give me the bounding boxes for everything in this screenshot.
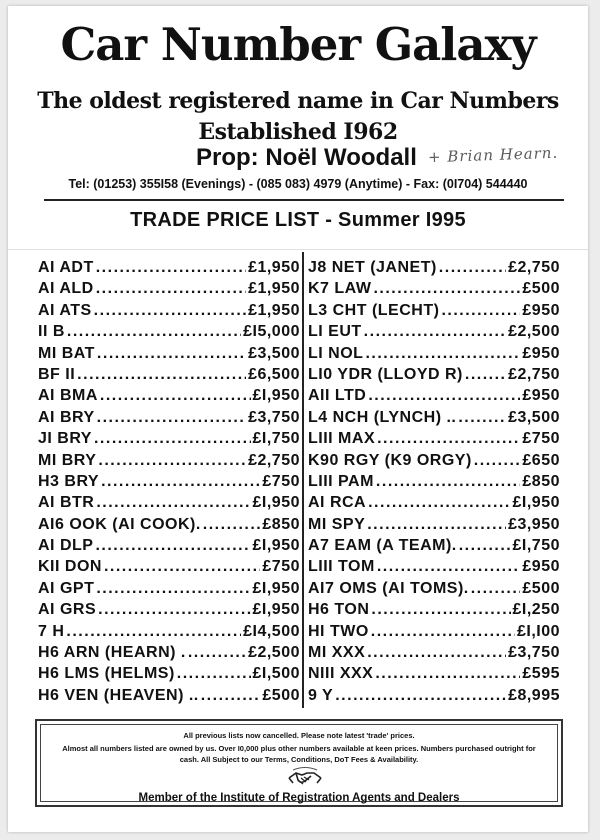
price: £I,500 — [252, 665, 300, 683]
registration-number: LI NOL — [308, 344, 364, 362]
price-row — [38, 365, 300, 385]
price: £500 — [522, 280, 560, 298]
price: £6,500 — [248, 365, 300, 383]
price-row — [308, 493, 560, 513]
registration-number: KII DON — [38, 558, 102, 576]
dot-leader — [375, 664, 520, 684]
price-row — [308, 622, 560, 642]
price: £595 — [522, 665, 560, 683]
dot-leader — [77, 365, 246, 385]
registration-number: AI GPT — [38, 579, 95, 597]
registration-number: LIII PAM — [308, 472, 374, 490]
dot-leader — [98, 600, 250, 620]
price-row — [38, 515, 300, 535]
handwritten-note: + Brian Hearn. — [427, 143, 559, 167]
price-row — [308, 472, 560, 492]
dot-leader — [98, 451, 246, 471]
price-row — [38, 686, 300, 706]
price: £750 — [262, 558, 300, 576]
price: £2,500 — [248, 644, 300, 662]
price-row — [308, 579, 560, 599]
registration-number: L3 CHT (LECHT) — [308, 301, 440, 319]
price: £750 — [522, 430, 560, 448]
registration-number: H6 TON — [308, 601, 370, 619]
registration-number: LI EUT — [308, 323, 362, 341]
price-row — [38, 536, 300, 556]
registration-number: AI BTR — [38, 494, 95, 512]
dot-leader — [96, 258, 246, 278]
price-row — [38, 493, 300, 513]
price-row — [38, 643, 300, 663]
price-row — [308, 686, 560, 706]
price: £1,950 — [248, 301, 300, 319]
dot-leader — [96, 279, 246, 299]
header-divider — [44, 199, 564, 201]
footer-terms: cash. All Subject to our Terms, Conditions, DoT Fees & Availability. — [179, 755, 419, 764]
price-row — [308, 429, 560, 449]
price: £I5,000 — [243, 323, 300, 341]
price: £2,500 — [508, 323, 560, 341]
tagline: The oldest registered name in Car Numbers — [37, 88, 559, 114]
footer-notice: All previous lists now cancelled. Please note latest 'trade' prices. — [183, 731, 415, 740]
registration-number: AI7 OMS (AI TOMS). — [308, 579, 469, 597]
registration-number: LIII MAX — [308, 430, 376, 448]
registration-number: A7 EAM (A TEAM). — [308, 537, 457, 555]
price-row — [38, 301, 300, 321]
price: £500 — [522, 579, 560, 597]
price: £950 — [522, 344, 560, 362]
dot-leader — [95, 536, 250, 556]
price-row — [38, 408, 300, 428]
registration-number: AI DLP — [38, 537, 94, 555]
price: £3,750 — [248, 408, 300, 426]
price-row — [308, 408, 560, 428]
price-row — [308, 557, 560, 577]
price: £I,950 — [252, 494, 300, 512]
dot-leader — [371, 600, 510, 620]
price: £2,750 — [248, 451, 300, 469]
dot-leader — [459, 536, 511, 556]
dot-leader — [104, 557, 260, 577]
price: £I,750 — [512, 537, 560, 555]
dot-leader — [368, 386, 520, 406]
price-row — [38, 344, 300, 364]
dot-leader — [367, 515, 506, 535]
price-row — [308, 258, 560, 278]
price-row — [308, 344, 560, 364]
paper-fold-line — [8, 249, 588, 250]
registration-number: H6 ARN (HEARN) . — [38, 644, 186, 662]
dot-leader — [364, 322, 506, 342]
price: £I,950 — [252, 579, 300, 597]
right-price-column — [308, 258, 560, 706]
footer-ownership-note: Almost all numbers listed are owned by us. Over I0,000 plus other numbers available at keen prices. Numbers purchased outright for — [62, 744, 536, 753]
price-row — [308, 322, 560, 342]
dot-leader — [201, 686, 261, 706]
dot-leader — [471, 579, 521, 599]
dot-leader — [373, 279, 520, 299]
registration-number: K7 LAW — [308, 280, 372, 298]
price: £I,950 — [512, 494, 560, 512]
registration-number: LI0 YDR (LLOYD R) — [308, 365, 463, 383]
price-row — [38, 600, 300, 620]
registration-number: JI BRY — [38, 430, 92, 448]
handshake-icon — [287, 766, 323, 788]
price-row — [308, 386, 560, 406]
price: £I,250 — [512, 601, 560, 619]
registration-number: MI XXX — [308, 644, 366, 662]
registration-number: 9 Y — [308, 686, 334, 704]
price-row — [38, 664, 300, 684]
dot-leader — [97, 408, 246, 428]
registration-number: AI BMA — [38, 387, 98, 405]
footer-inner-border — [40, 724, 558, 802]
registration-number: II B — [38, 323, 65, 341]
price-row — [38, 258, 300, 278]
price-row — [38, 579, 300, 599]
established-year: Established I962 — [198, 119, 398, 145]
price-row — [38, 557, 300, 577]
dot-leader — [465, 365, 506, 385]
price: £I,I00 — [516, 622, 560, 640]
price: £I,750 — [252, 430, 300, 448]
dot-leader — [67, 322, 241, 342]
price: £I,950 — [252, 387, 300, 405]
dot-leader — [368, 493, 510, 513]
registration-number: H6 LMS (HELMS) — [38, 665, 175, 683]
dot-leader — [101, 472, 260, 492]
registration-number: AI GRS — [38, 601, 97, 619]
dot-leader — [371, 622, 515, 642]
price: £2,750 — [508, 259, 560, 276]
registration-number: MI BRY — [38, 451, 97, 469]
company-name: Car Number Galaxy — [60, 18, 536, 71]
price: £750 — [262, 472, 300, 490]
price-row — [38, 279, 300, 299]
price-list-title: TRADE PRICE LIST - Summer I995 — [130, 209, 466, 231]
dot-leader — [474, 451, 521, 471]
registration-number: AI RCA — [308, 494, 367, 512]
dot-leader — [94, 429, 251, 449]
price: £850 — [262, 515, 300, 533]
registration-number: LIII TOM — [308, 558, 375, 576]
registration-number: AII LTD — [308, 387, 367, 405]
dot-leader — [441, 301, 520, 321]
price-row — [38, 472, 300, 492]
price-row — [308, 451, 560, 471]
price: £I4,500 — [243, 622, 300, 640]
price: £950 — [522, 301, 560, 319]
price-row — [38, 429, 300, 449]
dot-leader — [377, 557, 521, 577]
dot-leader — [335, 686, 506, 706]
price: £1,950 — [248, 280, 300, 298]
price: £3,500 — [508, 408, 560, 426]
dot-leader — [203, 515, 261, 535]
dot-leader — [96, 579, 250, 599]
registration-number: AI BRY — [38, 408, 95, 426]
price: £2,750 — [508, 365, 560, 383]
dot-leader — [94, 301, 246, 321]
price-row — [308, 643, 560, 663]
membership-statement: Member of the Institute of Registration Agents and Dealers — [138, 792, 460, 804]
registration-number: AI6 OOK (AI COOK). — [38, 515, 201, 533]
price-row — [308, 515, 560, 535]
dot-leader — [376, 472, 520, 492]
dot-leader — [100, 386, 251, 406]
registration-number: 7 H — [38, 622, 65, 640]
contact-numbers: Tel: (01253) 355I58 (Evenings) - (085 083) 4979 (Anytime) - Fax: (0I704) 544440 — [68, 177, 528, 191]
registration-number: BF II — [38, 365, 76, 383]
dot-leader — [439, 258, 506, 278]
price: £3,500 — [248, 344, 300, 362]
price: £I,950 — [252, 537, 300, 555]
price-row — [38, 622, 300, 642]
price: £850 — [522, 472, 560, 490]
column-divider — [302, 252, 304, 708]
proprietor: Prop: Noël Woodall — [196, 144, 417, 171]
registration-number: K90 RGY (K9 ORGY) — [308, 451, 472, 469]
dot-leader — [377, 429, 520, 449]
price: £I,950 — [252, 601, 300, 619]
registration-number: AI ADT — [38, 259, 94, 276]
registration-number: AI ATS — [38, 301, 92, 319]
price: £1,950 — [248, 259, 300, 276]
price: £650 — [522, 451, 560, 469]
registration-number: HI TWO — [308, 622, 369, 640]
dot-leader — [367, 643, 506, 663]
price-row — [308, 600, 560, 620]
dot-leader — [66, 622, 241, 642]
price-row — [308, 365, 560, 385]
dot-leader — [365, 344, 520, 364]
price-row — [38, 322, 300, 342]
registration-number: MI BAT — [38, 344, 95, 362]
price: £950 — [522, 387, 560, 405]
left-price-column — [38, 258, 300, 706]
dot-leader — [458, 408, 506, 428]
dot-leader — [96, 493, 250, 513]
registration-number: H3 BRY — [38, 472, 100, 490]
price-row — [38, 451, 300, 471]
footer-box — [35, 719, 563, 807]
price: £3,950 — [508, 515, 560, 533]
registration-number: NIII XXX — [308, 665, 374, 683]
price: £500 — [262, 686, 300, 704]
price-row — [38, 386, 300, 406]
registration-number: MI SPY — [308, 515, 366, 533]
registration-number: AI ALD — [38, 280, 94, 298]
registration-number: J8 NET (JANET) — [308, 259, 437, 276]
dot-leader — [97, 344, 246, 364]
price-list-sheet — [8, 6, 588, 832]
price-row — [308, 279, 560, 299]
price-row — [308, 536, 560, 556]
price-row — [308, 664, 560, 684]
registration-number: L4 NCH (LYNCH) .. — [308, 408, 457, 426]
price: £8,995 — [508, 686, 560, 704]
price: £3,750 — [508, 644, 560, 662]
price: £950 — [522, 558, 560, 576]
dot-leader — [177, 664, 251, 684]
registration-number: H6 VEN (HEAVEN) .. — [38, 686, 199, 704]
price-row — [308, 301, 560, 321]
dot-leader — [188, 643, 246, 663]
